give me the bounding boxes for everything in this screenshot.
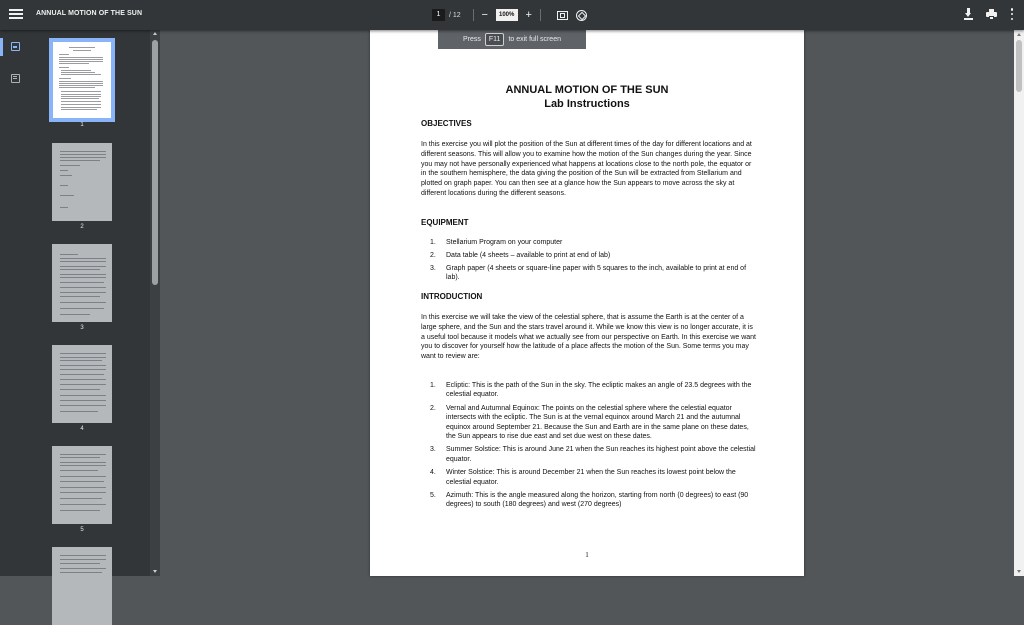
zoom-input[interactable]: 100% <box>496 9 518 21</box>
document-subheading: Lab Instructions <box>544 98 630 110</box>
menu-icon[interactable] <box>8 7 24 23</box>
thumbnail-image <box>52 345 112 423</box>
rail-active-indicator <box>0 38 3 56</box>
thumbnail-page-number: 2 <box>80 224 84 230</box>
more-options-icon[interactable] <box>1010 8 1014 20</box>
toolbar-actions <box>964 8 1014 20</box>
scroll-down-icon[interactable] <box>153 570 157 573</box>
document-scrollbar-thumb[interactable] <box>1016 40 1022 92</box>
page-controls <box>432 7 587 23</box>
fullscreen-exit-banner <box>438 30 586 49</box>
terms-list <box>430 381 756 514</box>
list-item: 2. Data table (4 sheets – available to print at end of lab) <box>430 252 611 260</box>
scroll-down-icon[interactable] <box>1017 570 1021 573</box>
thumbnail-image <box>49 38 115 122</box>
thumbnail-page-1[interactable] <box>52 38 115 128</box>
thumbnail-image <box>52 446 112 524</box>
introduction-heading: INTRODUCTION <box>421 292 483 301</box>
scroll-up-icon[interactable] <box>153 32 157 35</box>
toolbar-divider <box>473 9 474 21</box>
equipment-heading: EQUIPMENT <box>421 218 469 227</box>
list-item: 3. Graph paper (4 sheets or square-line paper with 5 squares to the inch, available to print at end of lab). <box>430 264 747 282</box>
document-page <box>370 30 804 576</box>
thumbnail-image <box>52 547 112 625</box>
introduction-paragraph: In this exercise we will take the view of the celestial sphere, that is assume the Earth is at the center of a large sphere, and the Sun and the stars travel around it. While we know this view is no longer accurate, it is a useful tool because it models what we actually see from our perspective on Earth. In this exercise we want you to discover for yourself how the latitude of a place affects the motion of the Sun. Some terms you may want to review are: <box>421 314 757 361</box>
download-icon[interactable] <box>964 8 973 20</box>
list-item: 1. Stellarium Program on your computer <box>430 239 563 246</box>
outline-view-icon[interactable] <box>11 74 20 83</box>
page-footer-number: 1 <box>585 551 589 559</box>
page-title <box>370 83 804 111</box>
equipment-list <box>430 238 756 287</box>
sidebar-scrollbar[interactable] <box>150 30 160 576</box>
list-item: 5. Azimuth: This is the angle measured along the horizon, starting from north (0 degrees) to east (90 degrees) to south (180 degrees) and west (270 degrees) <box>430 492 749 509</box>
thumbnail-page-number: 3 <box>80 325 84 331</box>
list-item: 3. Summer Solstice: This is around June 21 when the Sun reaches its highest point above the celestial equator. <box>430 446 756 463</box>
scroll-up-icon[interactable] <box>1017 33 1021 36</box>
pdf-toolbar <box>0 0 1024 30</box>
banner-prefix: Press <box>463 36 481 43</box>
sidebar-rail <box>0 30 32 576</box>
thumbnail-page-2[interactable] <box>52 143 112 230</box>
rotate-icon[interactable] <box>576 10 587 21</box>
thumbnail-page-3[interactable] <box>52 244 112 331</box>
thumbnail-sidebar <box>32 30 150 576</box>
thumbnail-page-number: 1 <box>80 122 84 128</box>
document-heading: ANNUAL MOTION OF THE SUN <box>505 84 669 96</box>
fit-to-page-icon[interactable] <box>557 11 568 20</box>
document-title: ANNUAL MOTION OF THE SUN <box>36 10 143 17</box>
thumbnail-image <box>52 244 112 322</box>
thumbnail-page-5[interactable] <box>52 446 112 533</box>
thumbnail-page-number: 4 <box>80 426 84 432</box>
print-icon[interactable] <box>986 9 997 20</box>
toolbar-divider <box>540 9 541 21</box>
banner-suffix: to exit full screen <box>508 36 561 43</box>
document-scrollbar[interactable] <box>1014 30 1024 576</box>
objectives-paragraph: In this exercise you will plot the position of the Sun at different times of the day for different locations and at different seasons. This will allow you to examine how the motion of the Sun changes during the year. Since you may not have personally experienced what happens at locations close to the north pole, the equator or in the southern hemisphere, the data giving the position of the Sun will be extracted from Stellarium and plotted on graph paper. You can then see at a glance how the Sun appears to move across the sky at different locations during the different seasons. <box>421 141 752 197</box>
list-item: 2. Vernal and Autumnal Equinox: The points on the celestial sphere where the celestial equator intersects with the ecliptic. The Sun is at the vernal equinox around March 21 and the autumnal equinox around September 21. Because the Sun and Earth are in the same plane on these dates, the Sun appears to rise due east and set due west on these dates. <box>430 404 749 441</box>
thumbnail-page-number: 5 <box>80 527 84 533</box>
zoom-out-button[interactable]: − <box>481 9 488 21</box>
zoom-in-button[interactable]: + <box>525 9 532 21</box>
list-item: 4. Winter Solstice: This is around December 21 when the Sun reaches its lowest point below the celestial equator. <box>430 469 736 486</box>
page-count: / 12 <box>449 11 461 19</box>
list-item: 1. Ecliptic: This is the path of the Sun in the sky. The ecliptic makes an angle of 23.5 degrees with the celestial equator. <box>430 382 752 399</box>
thumbnail-image <box>52 143 112 221</box>
thumbnails-view-icon[interactable] <box>11 42 20 51</box>
page-number-input[interactable]: 1 <box>432 9 445 21</box>
thumbnail-page-4[interactable] <box>52 345 112 432</box>
sidebar-scrollbar-thumb[interactable] <box>152 40 158 285</box>
thumbnail-page-6[interactable] <box>52 547 112 625</box>
objectives-heading: OBJECTIVES <box>421 119 472 128</box>
f11-key: F11 <box>485 33 505 46</box>
